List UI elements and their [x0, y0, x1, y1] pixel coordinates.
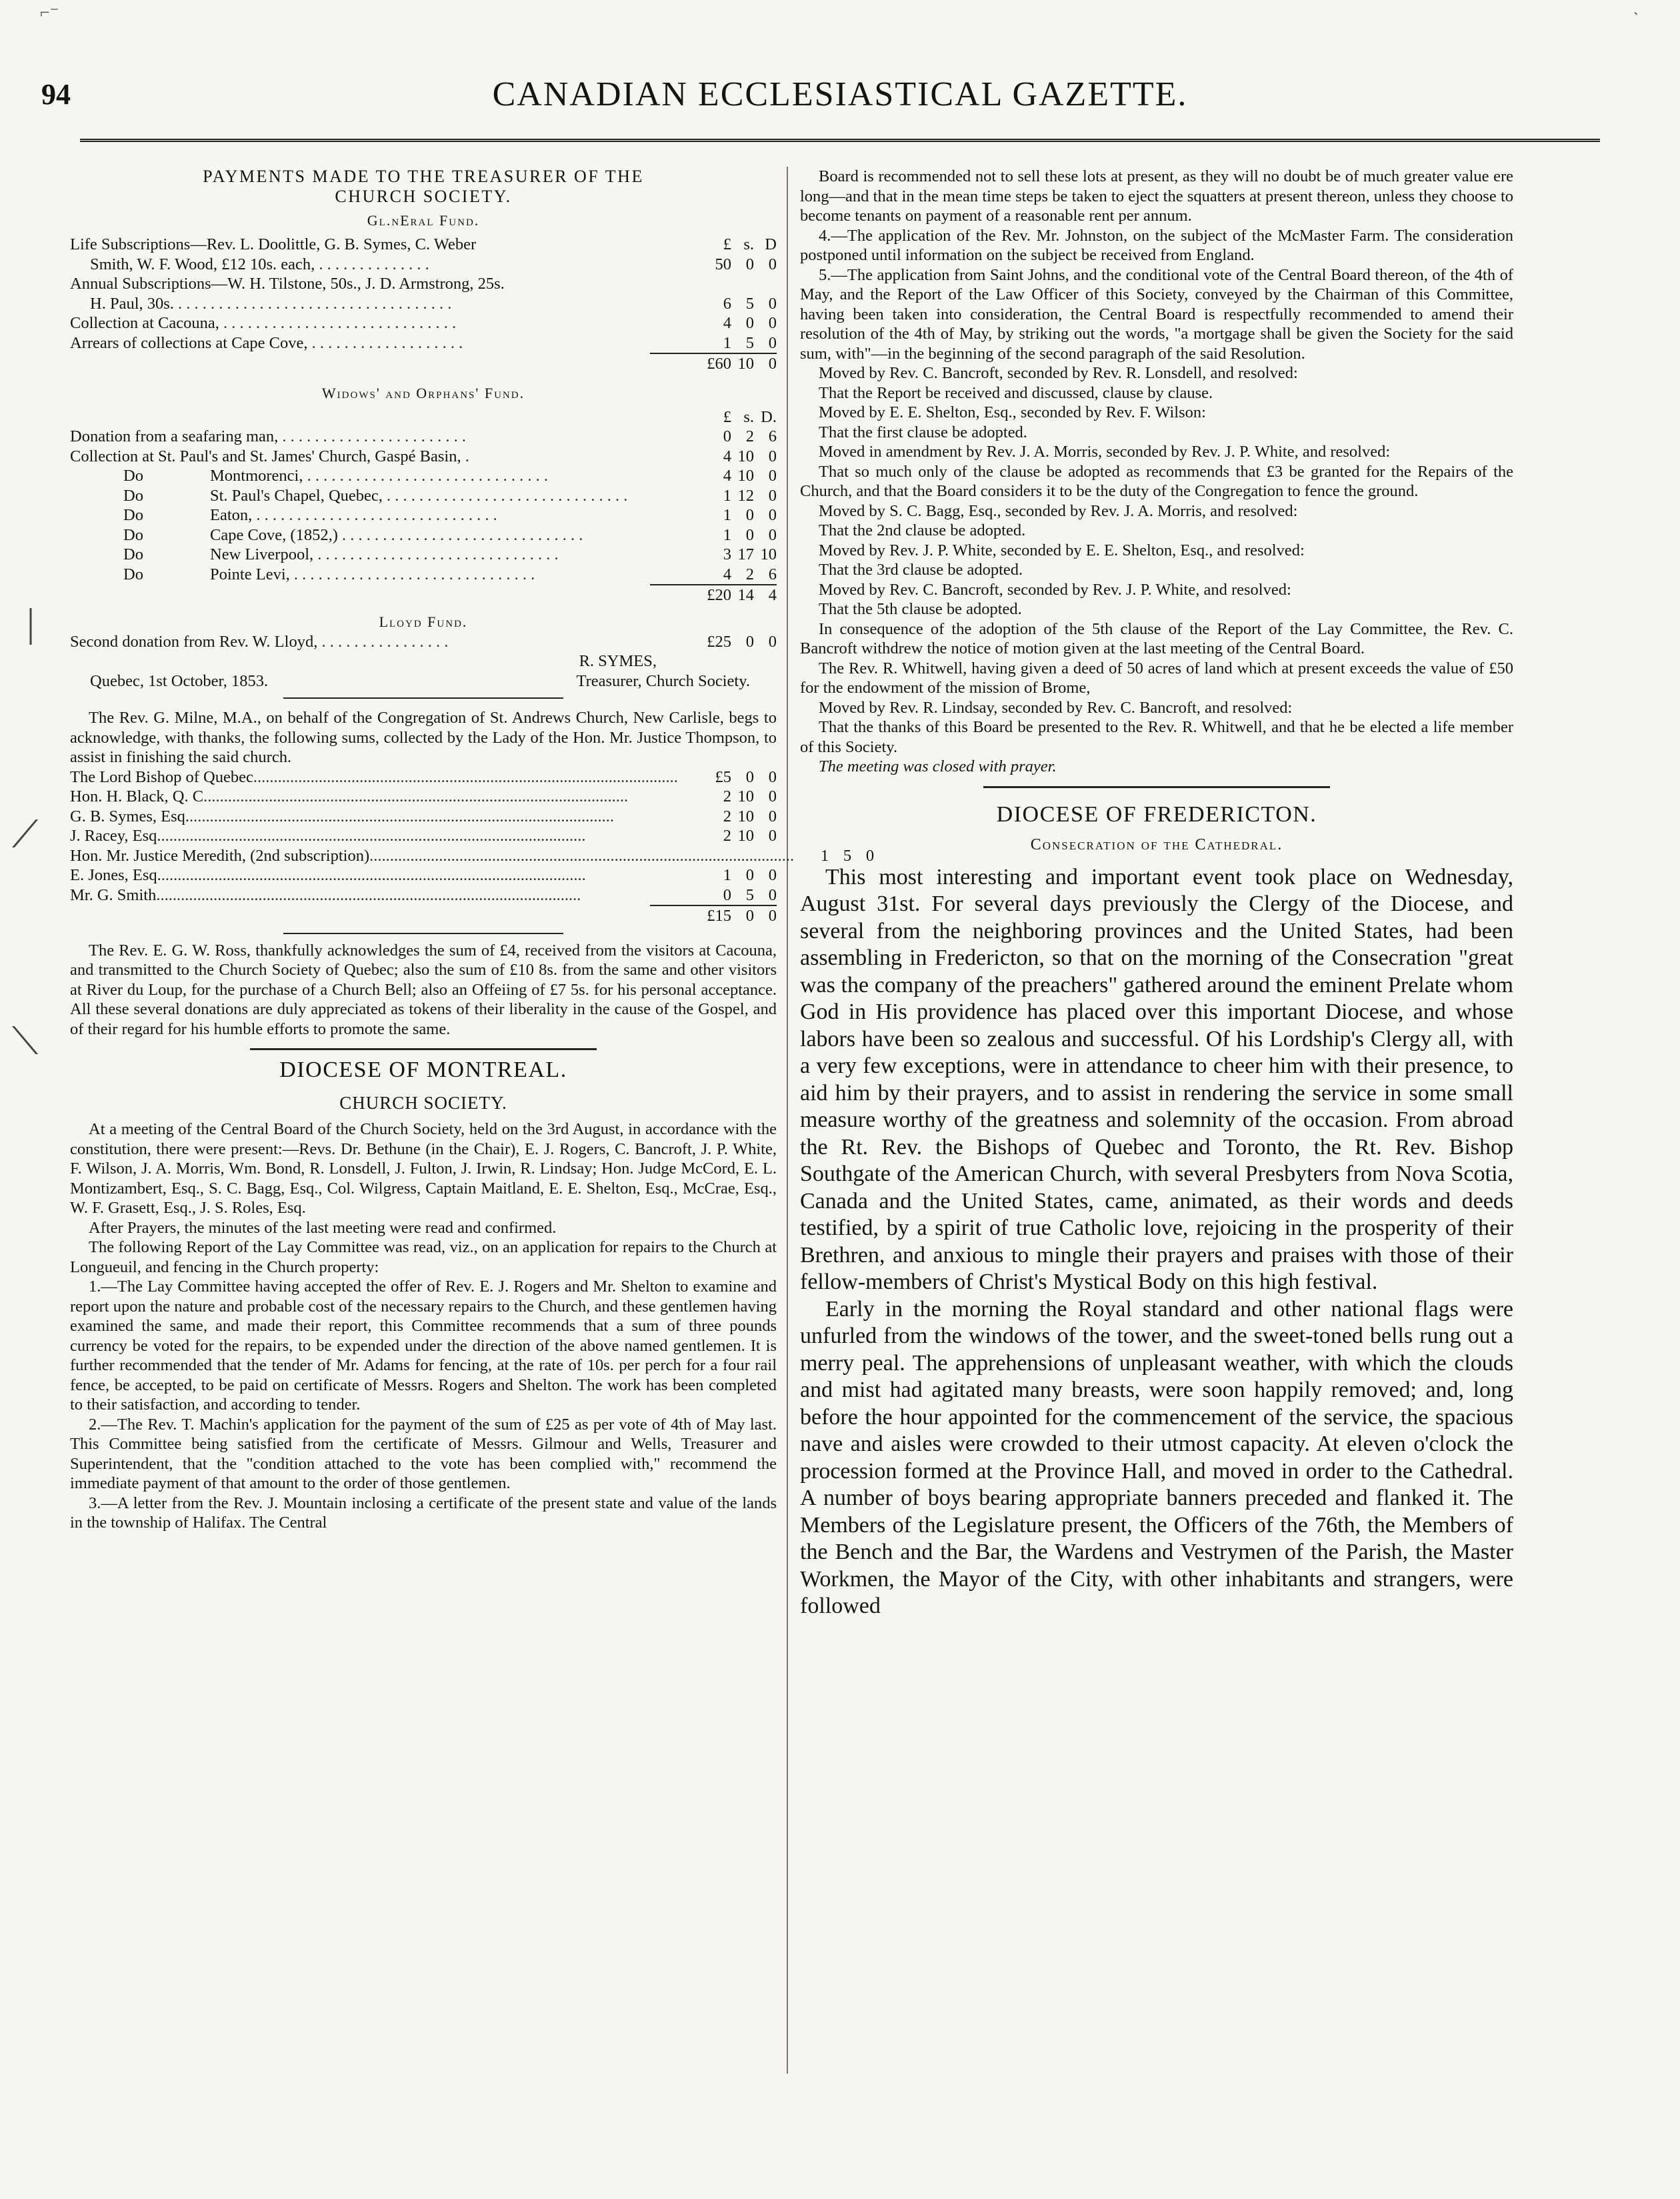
ledger-label: Smith, W. F. Wood, £12 10s. each, — [90, 255, 315, 273]
ledger-row: Smith, W. F. Wood, £12 10s. each, . . . . . . . . . . . . . . 50 0 0 — [90, 255, 777, 273]
scan-mark: | — [27, 601, 35, 645]
amount-pounds: 2 — [723, 827, 731, 845]
amount-pence: 0 — [768, 787, 777, 805]
amount-pounds: £5 — [715, 767, 731, 786]
ledger-row: J. Racey, Esq......................................................................................................... 2 10 0 — [70, 827, 777, 845]
amount-shillings: 5 — [745, 885, 754, 904]
header-rule — [80, 139, 1600, 142]
amount-shillings: 2 — [745, 565, 754, 583]
motion: Moved by S. C. Bagg, Esq., seconded by Rev. J. A. Morris, and resolved: — [819, 501, 1298, 520]
ledger-label-text: New Liverpool, — [210, 545, 314, 563]
ledger-row: Hon. H. Black, Q. C........................................................................................................ 2 10 0 — [70, 787, 777, 805]
total-pounds: £20 — [707, 586, 731, 604]
widows-fund-heading: Widows' and Orphans' Fund. — [321, 384, 525, 401]
amount-pence: 0 — [768, 767, 777, 786]
ledger-label: The Lord Bishop of Quebec — [70, 767, 253, 786]
resolution: That so much only of the clause be adopted as recommends that £3 be granted for the Repairs of the Church, and that the Board considers it to be the duty of the Congregation to fence the ground. — [800, 462, 1513, 500]
column-divider — [787, 167, 788, 2074]
continuation-paragraph: 5.—The application from Saint Johns, and the conditional vote of the Central Board thereon, of the 4th of May, and the Report of the Law Officer of this Society, conveyed by the Chairman of this Committee, having been taken into consideration, the Central Board is respectfully recommended to amend their resolution of the 4th of May, by striking out the words, "a mortgage shall be given the Society for the said sum, with"—in the beginning of the second paragraph of the said Resolution. — [800, 265, 1513, 363]
ledger-label: Second donation from Rev. W. Lloyd, — [70, 632, 318, 651]
ledger-row: H. Paul, 30s. . . . . . . . . . . . . . . . . . . . . . . . . . . . . . . . . . . 6 5 0 — [90, 294, 777, 313]
ledger-label: J. Racey, Esq. — [70, 827, 161, 845]
amount-pounds: 0 — [723, 885, 731, 904]
amount-shillings: 0 — [745, 314, 754, 332]
resolution: That the 5th clause be adopted. — [819, 600, 1022, 618]
amount-pounds: 0 — [723, 427, 731, 445]
amount-pounds: 2 — [723, 787, 731, 805]
continuation-paragraph: Board is recommended not to sell these lots at present, as they will no doubt be of much greater value ere long—and that in the mean time steps be taken to eject the squatters at present thereon, unless they choose to become tenants on payment of a reasonable rent per annum. — [800, 167, 1513, 225]
amount-pence: 0 — [768, 866, 777, 884]
amount-pence: 0 — [768, 827, 777, 845]
amount-pence: 0 — [768, 255, 777, 273]
total-pence: 4 — [768, 586, 777, 604]
total-pence: 0 — [768, 907, 777, 925]
resolution: That the thanks of this Board be presented to the Rev. R. Whitwell, and that he be elected a life member of this Society. — [800, 718, 1513, 756]
amount-pence: 0 — [768, 447, 777, 465]
page-number: 94 — [41, 78, 71, 111]
milne-acknowledgement — [70, 708, 875, 926]
ledger-row: Hon. Mr. Justice Meredith, (2nd subscription)........................................................................................................ 1 5 0 — [70, 846, 875, 865]
amount-pounds: 4 — [723, 314, 731, 332]
ledger-row — [70, 505, 777, 525]
ledger-total — [70, 354, 777, 374]
signature-title: Treasurer, Church Society. — [576, 671, 750, 690]
motion: Moved by E. E. Shelton, Esq., seconded by Rev. F. Wilson: — [819, 403, 1206, 421]
fredericton-section — [800, 801, 1513, 1620]
right-column — [800, 167, 1513, 2167]
amount-shillings: 2 — [745, 427, 754, 445]
fredericton-heading: DIOCESE OF FREDERICTON. — [996, 801, 1317, 827]
amount-pence: 6 — [768, 565, 777, 583]
fredericton-subheading: Consecration of the Cathedral. — [1030, 835, 1283, 853]
scan-mark: ⟍ — [12, 1021, 39, 1062]
signature-line — [70, 671, 777, 691]
fredericton-paragraph: Early in the morning the Royal standard and other national flags were unfurled from the windows of the tower, and the sweet-toned bells rung out a merry peal. The apprehensions of unpleasant weather, with which the clouds and mist had agitated many breasts, were soon happily removed; and, long before the hour appointed for the commencement of the service, the spacious nave and aisles were crowded to their utmost capacity. At eleven o'clock the procession formed at the Province Hall, and moved in order to the Cathedral. A number of boys bearing appropriate banners preceded and flanked it. The Members of the Legislature present, the Officers of the 76th, the Members of the Bench and the Bar, the Wardens and Vestrymen of the Parish, the Master Workmen, the Mayor of the City, with other inhabitants and strangers, were followed — [800, 1296, 1513, 1618]
currency-column-heads — [70, 407, 777, 427]
milne-list — [70, 767, 875, 905]
ledger-label: Collection at Cacouna, — [70, 314, 219, 332]
lloyd-fund-heading: Lloyd Fund. — [379, 613, 468, 630]
amount-pence: 0 — [768, 885, 777, 904]
amount-shillings: 0 — [745, 632, 754, 651]
ledger-label: St. Paul's Chapel, Quebec, . . . . . . . . . . . . . . . . . . . . . . . . . . . . . . — [210, 486, 628, 505]
motion: Moved by Rev. C. Bancroft, seconded by Rev. R. Lonsdell, and resolved: — [819, 364, 1298, 382]
ledger-label: Cape Cove, (1852,) . . . . . . . . . . . . . . . . . . . . . . . . . . . . . . — [210, 525, 583, 544]
ledger-row: Second donation from Rev. W. Lloyd, . . . . . . . . . . . . . . . . £25 0 0 — [70, 632, 777, 651]
amount-pounds: 1 — [723, 333, 731, 352]
amount-pence: 0 — [768, 506, 777, 524]
ledger-label: New Liverpool, . . . . . . . . . . . . . . . . . . . . . . . . . . . . . . — [210, 545, 559, 563]
ledger-label: Hon. Mr. Justice Meredith, (2nd subscription) — [70, 846, 370, 865]
ledger-total — [70, 906, 777, 926]
ledger-label-text: Pointe Levi, — [210, 565, 290, 583]
scan-mark: ⌐⁻ — [40, 3, 59, 22]
running-title: CANADIAN ECCLESIASTICAL GAZETTE. — [492, 75, 1188, 113]
amount-pounds: 6 — [723, 294, 731, 313]
motion: Moved by Rev. R. Lindsay, seconded by Rev. C. Bancroft, and resolved: — [819, 698, 1293, 717]
amount-shillings: 0 — [745, 525, 754, 544]
ledger-label: Eaton, . . . . . . . . . . . . . . . . . . . . . . . . . . . . . . — [210, 506, 497, 524]
page-header — [40, 72, 1640, 125]
montreal-section — [70, 1057, 777, 1533]
fredericton-paragraph: This most interesting and important event took place on Wednesday, August 31st. For several days previously the Clergy of the Diocese, and several from the neighboring provinces and the United States, had been assembling in Fredericton, so that on the morning of the Consecration "great was the company of the preachers" gathered around the eminent Prelate whom God in His providence has placed over this important Diocese, and whose labors have been so zealous and successful. Of his Lordship's Clergy all, with a very few exceptions, were in attendance to cheer him with their presence, to aid him by their prayers, and to assist in rendering the service in some small measure worthy of the greatness and solemnity of the occasion. From abroad the Rt. Rev. the Bishops of Quebec and Toronto, the Rt. Rev. Bishop Southgate of the American Church, with several Presbyters from Nova Scotia, Canada and the United States, came, animated, as their words and deeds testified, by a spirit of true Catholic love, rejoicing in the prosperity of their Brethren, and anxious to mingle their prayers and praises with those of their fellow-members of Christ's Mystical Body on this high festival. — [800, 864, 1513, 1294]
motion: Moved by Rev. J. P. White, seconded by E. E. Shelton, Esq., and resolved: — [819, 541, 1305, 559]
montreal-paragraph: After Prayers, the minutes of the last meeting were read and confirmed. — [89, 1218, 557, 1237]
currency-head-pence: D. — [761, 407, 777, 426]
currency-head-pounds: £ — [723, 407, 731, 426]
amount-pounds: 1 — [820, 846, 829, 865]
amount-pounds: 50 — [715, 255, 731, 273]
resolution: That the Report be received and discussed, clause by clause. — [819, 383, 1213, 402]
currency-head-shillings: s. — [743, 407, 754, 426]
amount-shillings: 10 — [737, 787, 754, 805]
amount-pence: 0 — [768, 314, 777, 332]
total-shillings: 10 — [737, 355, 754, 373]
signature-name: R. SYMES, — [579, 652, 657, 670]
amount-pounds: 2 — [723, 807, 731, 825]
ledger-label: G. B. Symes, Esq. — [70, 807, 190, 825]
amount-pence: 0 — [768, 486, 777, 505]
resolution: That the 2nd clause be adopted. — [819, 521, 1026, 539]
amount-pounds: 4 — [723, 467, 731, 485]
ledger-label: Hon. H. Black, Q. C — [70, 787, 204, 805]
resolution: That the 3rd clause be adopted. — [819, 561, 1023, 579]
ledger-label-text: Eaton, — [210, 506, 253, 524]
milne-text: The Rev. G. Milne, M.A., on behalf of the Congregation of St. Andrews Church, New Carlisle, begs to acknowledge, with thanks, the following sums, collected by the Lady of the Hon. Mr. Justice Thompson, to assist in finishing the said church. — [70, 709, 777, 766]
montreal-heading: DIOCESE OF MONTREAL. — [279, 1057, 567, 1082]
amount-shillings: 5 — [745, 294, 754, 313]
montreal-subheading: CHURCH SOCIETY. — [339, 1093, 507, 1113]
amount-pence: 0 — [768, 525, 777, 544]
ditto-mark: Do — [123, 486, 143, 505]
ledger-row: Donation from a seafaring man, . . . . . . . . . . . . . . . . . . . . . . . 0 2 6 — [70, 427, 777, 445]
montreal-paragraph: 1.—The Lay Committee having accepted the offer of Rev. E. J. Rogers and Mr. Shelton to examine and report upon the nature and probable cost of the necessary repairs to the Church, and these gentlemen having examined the same, and made their report, this Committee recommends that a sum of three pounds currency be voted for the repairs, to be expended under the direction of the above named gentlemen. It is further recommended that the tender of Mr. Adams for fencing, at the rate of 10s. per perch for a four rail fence, be accepted, to be paid on certificate of Messrs. Rogers and Shelton. The work has been completed to their satisfaction, and according to tender. — [70, 1278, 777, 1414]
ledger-label: Donation from a seafaring man, — [70, 427, 279, 445]
amount-pounds: 1 — [723, 866, 731, 884]
montreal-continuation — [800, 167, 1513, 777]
amount-pence: 0 — [768, 632, 777, 651]
ditto-mark: Do — [123, 525, 143, 544]
montreal-paragraph: 3.—A letter from the Rev. J. Mountain inclosing a certificate of the present state and value of the lands in the township of Halifax. The Central — [70, 1494, 777, 1532]
ledger-row: Mr. G. Smith........................................................................................................ 0 5 0 — [70, 885, 777, 904]
amount-shillings: 10 — [737, 807, 754, 825]
scan-mark: ⟋ — [12, 814, 39, 855]
amount-pence: 0 — [768, 807, 777, 825]
ledger-total — [70, 585, 777, 605]
amount-shillings: 10 — [737, 447, 754, 465]
amount-shillings: 0 — [745, 506, 754, 524]
amount-pence: 0 — [768, 467, 777, 485]
ditto-mark: Do — [123, 506, 143, 524]
motion: Moved by Rev. C. Bancroft, seconded by Rev. J. P. White, and resolved: — [819, 580, 1291, 599]
ledger-label: Montmorenci, . . . . . . . . . . . . . . . . . . . . . . . . . . . . . . — [210, 467, 548, 485]
ledger-row: Collection at St. Paul's and St. James' Church, Gaspé Basin, . 4 10 0 — [70, 447, 777, 465]
amount-pounds: 4 — [723, 565, 731, 583]
payments-section — [70, 167, 777, 691]
montreal-paragraph: 2.—The Rev. T. Machin's application for the payment of the sum of £25 as per vote of 4th of May last. This Committee being satisfied from the certificate of Messrs. Gilmour and Wells, Treasurer and Superintendent, that the "condition attached to the vote has been complied with," recommend the immediate payment of that amount to the order of those gentlemen. — [70, 1415, 777, 1492]
ledger-label-text: St. Paul's Chapel, Quebec, — [210, 486, 383, 505]
ledger-row — [70, 525, 777, 545]
minute: In consequence of the adoption of the 5th clause of the Report of the Lay Committee, the Rev. C. Bancroft withdrew the notice of motion given at the last meeting of the Central Board. — [800, 619, 1513, 657]
amount-shillings: 10 — [737, 467, 754, 485]
amount-pence: 6 — [768, 427, 777, 445]
total-pounds: £60 — [707, 355, 731, 373]
amount-shillings: 0 — [745, 255, 754, 273]
amount-shillings: 5 — [843, 846, 852, 865]
ledger-label: Pointe Levi, . . . . . . . . . . . . . . . . . . . . . . . . . . . . . . — [210, 565, 535, 583]
closing-line: The meeting was closed with prayer. — [819, 757, 1057, 775]
left-column — [70, 167, 875, 2167]
ledger-row: E. Jones, Esq......................................................................................................... 1 0 0 — [70, 866, 777, 884]
amount-pounds: 3 — [723, 545, 731, 563]
montreal-paragraph: The following Report of the Lay Committee was read, viz., on an application for repairs to the Church at Longueuil, and fencing in the Church property: — [70, 1238, 777, 1276]
currency-head-shillings: s. — [743, 235, 754, 253]
total-shillings: 0 — [745, 907, 754, 925]
ditto-list — [70, 466, 777, 584]
ledger-label: Life Subscriptions—Rev. L. Doolittle, G. B. Symes, C. Weber — [70, 235, 477, 253]
motion: Moved in amendment by Rev. J. A. Morris, seconded by Rev. J. P. White, and resolved: — [819, 443, 1391, 461]
ledger-row: G. B. Symes, Esq......................................................................................................... 2 10 0 — [70, 807, 777, 825]
amount-pounds: 1 — [723, 506, 731, 524]
scan-mark: ` — [1633, 11, 1639, 28]
ledger-label: E. Jones, Esq. — [70, 866, 161, 884]
total-shillings: 14 — [737, 586, 754, 604]
total-pence: 0 — [768, 355, 777, 373]
amount-shillings: 0 — [745, 866, 754, 884]
ledger-row — [70, 545, 777, 565]
amount-pence: 10 — [760, 545, 777, 563]
ledger-label: Annual Subscriptions—W. H. Tilstone, 50s., J. D. Armstrong, 25s. — [70, 275, 505, 293]
amount-shillings: 5 — [745, 333, 754, 352]
ledger-row: Arrears of collections at Cape Cove, . . . . . . . . . . . . . . . . . . . 1 5 0 — [70, 333, 777, 352]
resolution: That the first clause be adopted. — [819, 423, 1027, 441]
amount-shillings: 17 — [737, 545, 754, 563]
signature-place: Quebec, 1st October, 1853. — [90, 671, 269, 690]
total-pounds: £15 — [707, 907, 731, 925]
amount-pence: 0 — [768, 294, 777, 313]
ross-acknowledgement: The Rev. E. G. W. Ross, thankfully acknowledges the sum of £4, received from the visitors at Cacouna, and transmitted to the Church Society of Quebec; also the sum of £10 8s. from the same and other visitors at River du Loup, for the purchase of a Church Bell; also an Offeiing of £7 5s. for his personal acceptance. All these several donations are duly appreciated as tokens of their liberality in the cause of the Gospel, and of their regard for his humble efforts to promote the same. — [70, 941, 777, 1038]
ledger-row — [70, 486, 777, 506]
ledger-label-text: Montmorenci, — [210, 467, 303, 485]
payments-title-1: PAYMENTS MADE TO THE TREASURER OF THE — [203, 167, 644, 186]
currency-head-pounds: £ — [723, 235, 731, 253]
ledger-row — [70, 235, 777, 255]
ledger-label: Collection at St. Paul's and St. James' Church, Gaspé Basin, — [70, 447, 461, 465]
ledger-row — [70, 274, 777, 294]
amount-pounds: 1 — [723, 525, 731, 544]
ledger-label-text: Cape Cove, (1852,) — [210, 525, 338, 544]
payments-title-2: CHURCH SOCIETY. — [335, 187, 512, 206]
amount-shillings: 10 — [737, 827, 754, 845]
continuation-paragraph: 4.—The application of the Rev. Mr. Johnston, on the subject of the McMaster Farm. The consideration postponed until information on the subject be received from England. — [800, 226, 1513, 264]
ledger-row: The Lord Bishop of Quebec........................................................................................................ £5 0 0 — [70, 767, 777, 786]
amount-pence: 0 — [768, 333, 777, 352]
amount-pounds: 4 — [723, 447, 731, 465]
montreal-paragraph: At a meeting of the Central Board of the Church Society, held on the 3rd August, in accordance with the constitution, there were present:—Revs. Dr. Bethune (in the Chair), E. J. Rogers, C. Bancroft, J. P. White, F. Wilson, J. A. Morris, Wm. Bond, R. Lonsdell, J. Fulton, J. Irwin, R. Lindsay; Hon. Judge McCord, E. L. Montizambert, Esq., S. C. Bagg, Esq., Col. Wilgress, Captain Maitland, E. E. Shelton, Esq., McCrae, Esq., W. F. Grasett, Esq., J. S. Roles, Esq. — [70, 1120, 777, 1217]
ditto-mark: Do — [123, 545, 143, 563]
ledger-row: Collection at Cacouna, . . . . . . . . . . . . . . . . . . . . . . . . . . . . . 4 0 0 — [70, 314, 777, 332]
amount-pounds: £25 — [707, 632, 731, 651]
ledger-row — [70, 466, 777, 486]
ledger-label: H. Paul, 30s. — [90, 294, 174, 313]
currency-head-pence: D — [765, 235, 777, 253]
fredericton-body — [800, 864, 1513, 1620]
minute: The Rev. R. Whitwell, having given a deed of 50 acres of land which at present exceeds the value of £50 for the endowment of the mission of Brome, — [800, 659, 1513, 697]
ledger-label: Arrears of collections at Cape Cove, — [70, 333, 308, 352]
amount-shillings: 12 — [737, 486, 754, 505]
ledger-label: Mr. G. Smith — [70, 885, 157, 904]
ditto-mark: Do — [123, 467, 143, 485]
amount-pounds: 1 — [723, 486, 731, 505]
ledger-row — [70, 565, 777, 585]
amount-shillings: 0 — [745, 767, 754, 786]
amount-pence: 0 — [865, 846, 875, 865]
ditto-mark: Do — [123, 565, 143, 583]
general-fund-heading: Gl.nEral Fund. — [367, 212, 480, 229]
